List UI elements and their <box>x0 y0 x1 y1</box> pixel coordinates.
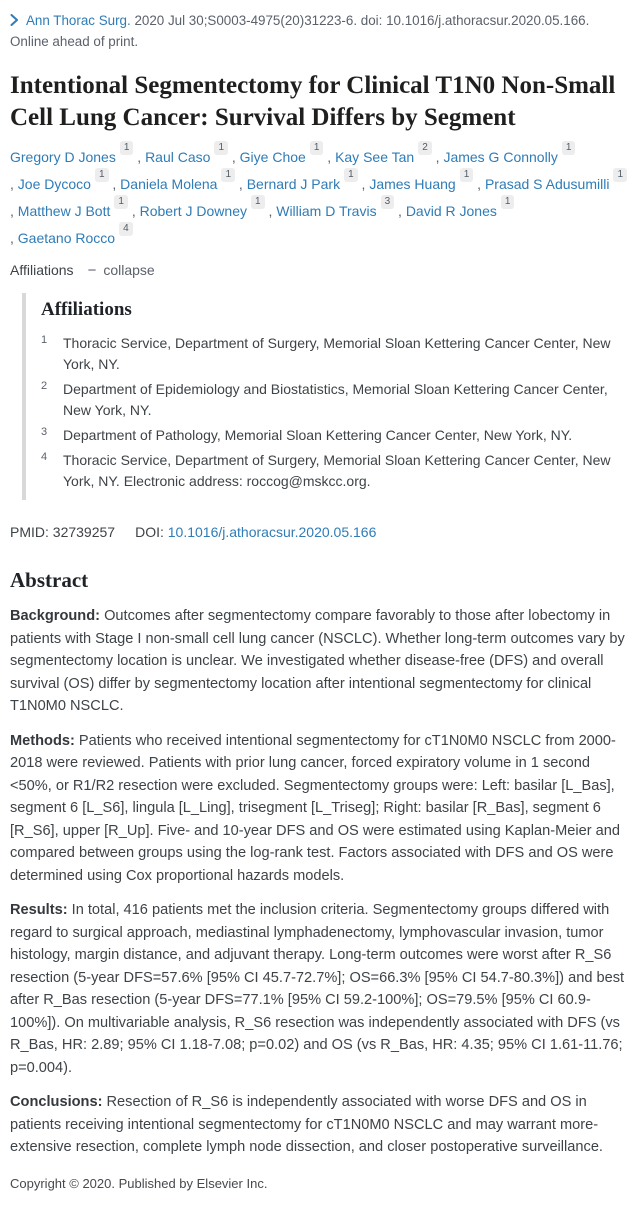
affiliations-panel <box>22 293 629 500</box>
author <box>10 198 128 225</box>
affiliation-text: Thoracic Service, Department of Surgery, Memorial Sloan Kettering Cancer Center, New York, NY. <box>63 335 611 372</box>
ahead-of-print-note: Online ahead of print. <box>10 34 139 49</box>
author-link[interactable]: Robert J Downey <box>139 203 247 219</box>
author-link[interactable]: Kay See Tan <box>335 149 415 165</box>
author <box>477 171 627 198</box>
author <box>10 144 133 171</box>
author-link[interactable]: Matthew J Bott <box>17 203 111 219</box>
abstract-paragraph <box>10 605 629 718</box>
author-separator: , <box>112 176 121 192</box>
author <box>239 171 358 198</box>
citation-details: 2020 Jul 30;S0003-4975(20)31223-6. doi: 10.1016/j.athoracsur.2020.05.166. <box>134 13 590 28</box>
minus-icon[interactable]: − <box>87 262 97 279</box>
author-separator: , <box>231 149 240 165</box>
pmid-group <box>10 524 115 540</box>
affiliation-number: 1 <box>41 334 48 346</box>
author-link[interactable]: Bernard J Park <box>246 176 341 192</box>
author-affiliation-badge[interactable]: 1 <box>562 141 576 155</box>
journal-link[interactable]: Ann Thorac Surg. <box>26 13 131 28</box>
author <box>232 144 324 171</box>
author-link[interactable]: Joe Dycoco <box>17 176 91 192</box>
author-separator: , <box>131 203 140 219</box>
affiliation-item <box>41 379 629 421</box>
author-separator: , <box>10 230 18 246</box>
author-affiliation-badge[interactable]: 1 <box>310 141 324 155</box>
author-affiliation-badge[interactable]: 1 <box>501 195 515 209</box>
copyright-note: Copyright © 2020. Published by Elsevier Inc. <box>10 1175 268 1191</box>
author-affiliation-badge[interactable]: 1 <box>344 168 358 182</box>
identifiers-row <box>10 524 629 540</box>
author-affiliation-badge[interactable]: 4 <box>119 222 133 236</box>
abstract-section-text: Patients who received intentional segmentectomy for cT1N0M0 NSCLC from 2000-2018 were reviewed. Patients with prior lung cancer, forced expiratory volume in 1 second <50%, or R1/R2 resection were excluded. Segmentectomy groups were: Left: basilar [L_Bas], segment 6 [L_S6], lingula [L_Ling], trisegment [L_Triseg]; Right: basilar [R_Bas], segment 6 [R_S6], upper [R_Up]. Five- and 10-year DFS and OS were estimated using Kaplan-Meier and compared between groups using the log-rank test. Factors associated with DFS and OS were determined using Cox proportional hazards models. <box>10 732 620 884</box>
author-link[interactable]: William D Travis <box>276 203 377 219</box>
affiliation-text: Thoracic Service, Department of Surgery, Memorial Sloan Kettering Cancer Center, New York, NY. Electronic address: roccog@mskcc.org. <box>63 452 611 489</box>
affiliation-item <box>41 425 629 446</box>
affiliation-list <box>41 333 629 492</box>
doi-group <box>135 524 376 540</box>
affiliations-heading: Affiliations <box>41 299 132 320</box>
author-link[interactable]: Gregory D Jones <box>10 149 116 165</box>
author-link[interactable]: Raul Caso <box>145 149 211 165</box>
author <box>10 225 133 252</box>
abstract-section-label: Background: <box>10 608 100 624</box>
author-link[interactable]: Prasad S Adusumilli <box>484 176 610 192</box>
doi-label: DOI: <box>135 524 164 540</box>
author-affiliation-badge[interactable]: 1 <box>251 195 265 209</box>
author-affiliation-badge[interactable]: 1 <box>120 141 134 155</box>
author <box>268 198 394 225</box>
affiliation-text: Department of Epidemiology and Biostatistics, Memorial Sloan Kettering Cancer Center, New York, NY. <box>63 381 608 418</box>
author <box>327 144 431 171</box>
author-separator: , <box>10 176 18 192</box>
author-separator: , <box>137 149 146 165</box>
affiliation-number: 4 <box>41 451 48 463</box>
author-separator: , <box>361 176 370 192</box>
affiliation-item <box>41 450 629 492</box>
author <box>137 144 228 171</box>
author-affiliation-badge[interactable]: 1 <box>114 195 128 209</box>
author-link[interactable]: Giye Choe <box>239 149 306 165</box>
author-affiliation-badge[interactable]: 2 <box>418 141 432 155</box>
author-link[interactable]: Daniela Molena <box>120 176 218 192</box>
collapse-label[interactable]: collapse <box>103 262 155 278</box>
author-affiliation-badge[interactable]: 3 <box>381 195 395 209</box>
affiliation-item <box>41 333 629 375</box>
abstract-section-label: Methods: <box>10 732 75 749</box>
author-separator: , <box>238 176 247 192</box>
author-list <box>10 144 629 252</box>
author-affiliation-badge[interactable]: 1 <box>221 168 235 182</box>
author-link[interactable]: James G Connolly <box>443 149 558 165</box>
abstract-section-text: In total, 416 patients met the inclusion criteria. Segmentectomy groups differed with regard to surgical approach, mediastinal lymphadenectomy, lymphovascular invasion, tumor histology, margin distance, and adjuvant therapy. Long-term outcomes were worst after R_S6 resection (5-year DFS=57.6% [95% CI 45.7-72.7%]; OS=66.3% [95% CI 54.7-80.3%]) and best after R_Bas resection (5-year DFS=77.1% [95% CI 59.2-100%]; OS=79.5% [95% CI 60.9-100%]). On multivariable analysis, R_S6 resection was independently associated with DFS (vs R_Bas, HR: 2.89; 95% CI 1.18-7.08; p=0.02) and OS (vs R_Bas, HR: 4.35; 95% CI 1.61-11.76; p=0.004). <box>10 902 625 1076</box>
affiliation-number: 3 <box>41 426 48 438</box>
author <box>112 171 235 198</box>
author-affiliation-badge[interactable]: 1 <box>460 168 474 182</box>
abstract-paragraph <box>10 730 629 888</box>
author-separator: , <box>10 203 18 219</box>
affiliation-text: Department of Pathology, Memorial Sloan Kettering Cancer Center, New York, NY. <box>63 427 573 443</box>
collapse-control[interactable] <box>88 262 155 278</box>
author-affiliation-badge[interactable]: 1 <box>95 168 109 182</box>
affiliations-toggle[interactable] <box>10 262 629 279</box>
abstract-sections <box>10 605 629 1159</box>
abstract-heading: Abstract <box>10 568 89 592</box>
affiliations-toggle-label[interactable]: Affiliations <box>10 262 74 278</box>
author-separator: , <box>327 149 336 165</box>
author <box>132 198 265 225</box>
article-title: Intentional Segmentectomy for Clinical T1N0 Non-Small Cell Lung Cancer: Survival Differs by Segment <box>10 72 616 131</box>
abstract-paragraph <box>10 899 629 1079</box>
author-separator: , <box>435 149 444 165</box>
author-affiliation-badge[interactable]: 1 <box>613 168 627 182</box>
abstract-section-label: Results: <box>10 902 68 918</box>
affiliation-number: 2 <box>41 380 48 392</box>
author <box>10 171 109 198</box>
author-link[interactable]: David R Jones <box>405 203 497 219</box>
abstract-section-label: Conclusions: <box>10 1094 103 1110</box>
author-separator: , <box>398 203 406 219</box>
author-link[interactable]: Gaetano Rocco <box>17 230 116 246</box>
citation-header <box>10 10 629 52</box>
author <box>362 171 474 198</box>
pmid-label: PMID: <box>10 524 49 540</box>
author-link[interactable]: James Huang <box>369 176 456 192</box>
author-separator: , <box>477 176 485 192</box>
pmid-value: 32739257 <box>52 524 116 540</box>
abstract-section-text: Outcomes after segmentectomy compare favorably to those after lobectomy in patients with Stage I non-small cell lung cancer (NSCLC). Whether long-term outcomes vary by segmentectomy location is unclear. We investigated whether disease-free (DFS) and overall survival (OS) differ by segmentectomy location after intentional segmentectomy for clinical T1N0M0 NSCLC. <box>10 608 625 714</box>
abstract-section-text: Resection of R_S6 is independently associated with worse DFS and OS in patients receiving intentional segmentectomy for cT1N0M0 NSCLC and may warrant more-extensive resection, complete lymph node dissection, and closer postoperative surveillance. <box>10 1094 603 1155</box>
author <box>398 198 514 225</box>
doi-link[interactable]: 10.1016/j.athoracsur.2020.05.166 <box>167 524 377 540</box>
chevron-right-icon <box>10 11 19 32</box>
author <box>436 144 576 171</box>
abstract-paragraph <box>10 1091 629 1159</box>
author-separator: , <box>268 203 277 219</box>
author-affiliation-badge[interactable]: 1 <box>214 141 228 155</box>
